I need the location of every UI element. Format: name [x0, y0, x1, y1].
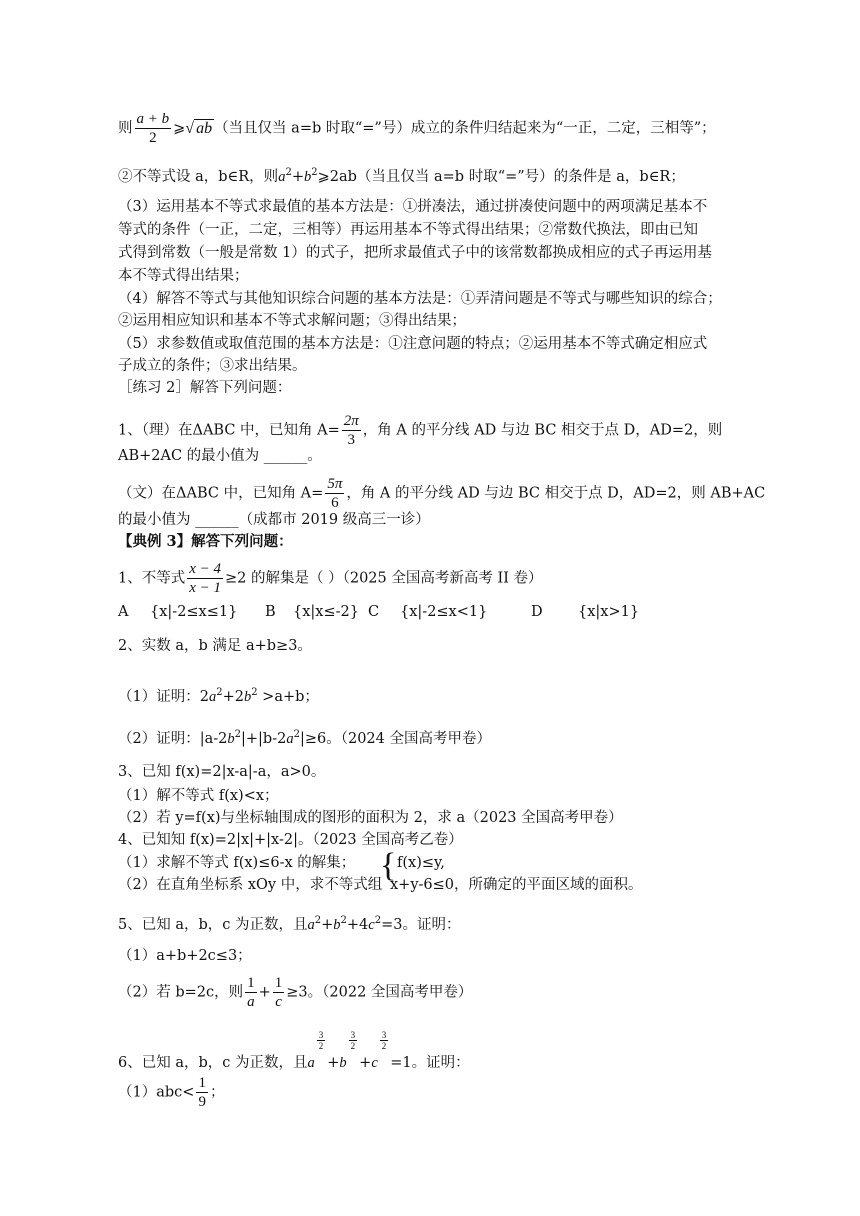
paragraph-line: 3、已知 f(x)=2|x-a|-a，a>0。 — [118, 764, 326, 780]
exponent: 2 — [340, 915, 347, 926]
text: 5、已知 a，b，c 为正数，且 — [118, 916, 308, 933]
numerator: 1 — [274, 975, 283, 991]
problem-1-li — [118, 412, 722, 449]
example-problem-1 — [118, 560, 543, 597]
proof-line — [118, 1074, 224, 1111]
paragraph-line: （1）解不等式 f(x)<x； — [118, 788, 279, 804]
text: |≥6。（2024 全国高考甲卷） — [299, 730, 491, 747]
condition-line — [118, 110, 716, 147]
paragraph-line: （2）若 y=f(x)与坐标轴围成的图形的面积为 2，求 a（2023 全国高考甲卷） — [118, 810, 623, 826]
var: b — [227, 730, 235, 747]
text: ≥2 的解集是（ ）（2025 全国高考新高考 II 卷） — [225, 570, 543, 587]
text: （2）证明：|a-2 — [118, 730, 228, 747]
paragraph-line: （1）a+b+2c≤3； — [118, 948, 252, 964]
numerator: 3 — [350, 1030, 356, 1040]
var-b: b — [303, 168, 312, 185]
text: （文）在ΔABC 中，已知角 A= — [118, 485, 324, 502]
paragraph-line: 2、实数 a，b 满足 a+b≥3。 — [118, 638, 312, 654]
text: ，角 A 的平分线 AD 与边 BC 相交于点 D，AD=2，则 AB+AC — [346, 485, 766, 502]
text: +2 — [222, 688, 244, 705]
fraction — [196, 1074, 208, 1111]
system-brace: { — [380, 847, 397, 884]
denominator: 2 — [350, 1041, 356, 1051]
text: 6、已知 a，b，c 为正数，且 — [118, 1055, 308, 1071]
denominator: 2 — [318, 1041, 324, 1051]
text: （1）证明：2 — [118, 688, 209, 705]
var: a — [307, 1055, 315, 1071]
paragraph-line: 的最小值为 ______（成都市 2019 级高三一诊） — [118, 512, 430, 528]
numerator: 1 — [198, 1075, 206, 1091]
text: ⩾2ab（当且仅当 a=b 时取“=”号）的条件是 a，b∈R； — [317, 168, 685, 185]
system-line-1: f(x)≤y, — [397, 855, 445, 871]
exponent: 2 — [314, 915, 322, 926]
paragraph-line: （3）运用基本不等式求最值的基本方法是：①拼凑法，通过拼凑使问题中的两项满足基本不 — [118, 199, 708, 215]
paragraph-line: （5）求参数值或取值范围的基本方法是：①注意问题的特点；②运用基本不等式确定相应式 — [118, 336, 708, 352]
numerator: 3 — [381, 1030, 387, 1040]
exponent: 2 — [293, 729, 300, 740]
numerator: a + b — [136, 111, 170, 127]
text: ②不等式设 a，b∈R，则 — [118, 168, 279, 185]
numerator: x − 4 — [189, 561, 222, 577]
var: a — [286, 730, 294, 747]
fraction — [342, 412, 361, 449]
text: （1）abc< — [118, 1084, 195, 1101]
fraction — [135, 110, 172, 147]
exponent: 2 — [374, 915, 382, 926]
proof-2 — [118, 725, 491, 749]
var: c — [371, 1055, 378, 1071]
text: ； — [209, 1084, 225, 1101]
exponent: 2 — [251, 687, 258, 698]
system-line-2: x+y-6≤0，所确定的平面区域的面积。 — [390, 877, 643, 893]
fraction — [325, 475, 344, 512]
paragraph-line: 式得到常数（一般是常数 1）的式子，把所求最值式子中的该常数都换成相应的式子再运用基 — [118, 245, 712, 261]
text: =3。证明： — [381, 916, 461, 933]
choice-a — [118, 602, 128, 622]
exponent-fraction — [349, 1030, 358, 1051]
paragraph-line: 等式的条件（一正，二定，三相等）再运用基本不等式得出结果；②常数代换法，即由已知 — [118, 222, 698, 238]
exercise-heading: ［练习 2］解答下列问题： — [118, 380, 292, 396]
option-letter: A — [118, 604, 129, 620]
sqrt-expression — [185, 119, 214, 139]
text: |+|b-2 — [241, 730, 287, 747]
text: 1、（理）在ΔABC 中，已知角 A= — [118, 422, 340, 439]
option-a-text: {x|-2≤x≤1} — [150, 604, 238, 620]
option-letter: D — [531, 604, 543, 620]
paragraph-line: （2）在直角坐标系 xOy 中，求不等式组 — [118, 877, 383, 893]
numerator: 3 — [318, 1030, 324, 1040]
text: +4 — [346, 916, 369, 933]
example-heading: 【典例 3】解答下列问题： — [118, 533, 293, 550]
denominator: 2 — [381, 1041, 387, 1051]
denominator: 2 — [149, 130, 157, 146]
numerator: 5π — [327, 476, 343, 492]
option-letter: B — [265, 604, 276, 620]
option-d-text: {x|x>1} — [578, 604, 640, 620]
option-letter: C — [368, 604, 380, 620]
exponent: 2 — [234, 729, 242, 740]
problem-1-wen — [118, 475, 765, 512]
exponent: 2 — [216, 687, 223, 698]
paragraph-line: （4）解答不等式与其他知识综合问题的基本方法是：①弄清问题是不等式与哪些知识的综合； — [118, 291, 722, 307]
paragraph-line: 4、已知知 f(x)=2|x|+|x-2|。（2023 全国高考乙卷） — [118, 832, 463, 848]
var: b — [243, 688, 252, 705]
fraction — [187, 560, 223, 597]
var: c — [368, 916, 375, 933]
option-b-text: {x|x≤-2} — [293, 604, 359, 620]
option-c-text: {x|-2≤x<1} — [400, 604, 488, 620]
sqrt-sign: √ — [185, 119, 195, 137]
paragraph-line: AB+2AC 的最小值为 ______。 — [118, 448, 322, 464]
denominator: 6 — [331, 495, 339, 511]
exponent-fraction — [317, 1030, 326, 1051]
var: a — [307, 916, 315, 933]
numerator: 2π — [343, 413, 359, 429]
problem-5 — [118, 911, 460, 935]
denominator: c — [275, 994, 282, 1010]
var: b — [339, 1055, 347, 1071]
denominator: x − 1 — [189, 580, 222, 596]
text: 则 — [118, 120, 133, 137]
problem-6 — [118, 1030, 470, 1073]
exponent-fraction — [380, 1030, 389, 1051]
paragraph-line: 子成立的条件；③求出结果。 — [118, 358, 307, 374]
text: ，角 A 的平分线 AD 与边 BC 相交于点 D，AD=2，则 — [362, 422, 723, 439]
exponent: 2 — [285, 167, 292, 178]
plus: + — [258, 984, 271, 1001]
plus: + — [291, 168, 304, 185]
numerator: 1 — [247, 975, 255, 991]
denominator: 3 — [347, 432, 356, 448]
proof-1 — [118, 683, 319, 707]
text: + — [327, 1055, 340, 1071]
text: ≥3。（2022 全国高考甲卷） — [286, 984, 473, 1001]
text: （2）若 b=2c，则 — [118, 984, 244, 1001]
geq-symbol: ⩾ — [173, 120, 186, 137]
exponent: 2 — [311, 167, 318, 178]
proof-line — [118, 974, 472, 1011]
var: a — [208, 688, 217, 705]
inequality-line — [118, 163, 685, 187]
text: =1。证明： — [390, 1055, 470, 1071]
text: 1、不等式 — [118, 570, 186, 587]
paragraph-line: （1）求解不等式 f(x)≤6-x 的解集； — [118, 855, 356, 871]
var-a: a — [278, 168, 286, 185]
radicand: ab — [196, 119, 213, 137]
fraction — [273, 974, 285, 1011]
text: >a+b； — [257, 688, 319, 705]
denominator: 9 — [198, 1094, 206, 1110]
text: + — [321, 916, 334, 933]
var: b — [333, 916, 341, 933]
text: + — [359, 1055, 372, 1071]
paragraph-line: ②运用相应知识和基本不等式求解问题；③得出结果； — [118, 313, 466, 329]
fraction — [245, 974, 257, 1011]
text: （当且仅当 a=b 时取“=”号）成立的条件归结起来为“一正，二定，三相等”； — [214, 120, 716, 137]
paragraph-line: 本不等式得出结果； — [118, 268, 249, 284]
denominator: a — [247, 994, 255, 1010]
